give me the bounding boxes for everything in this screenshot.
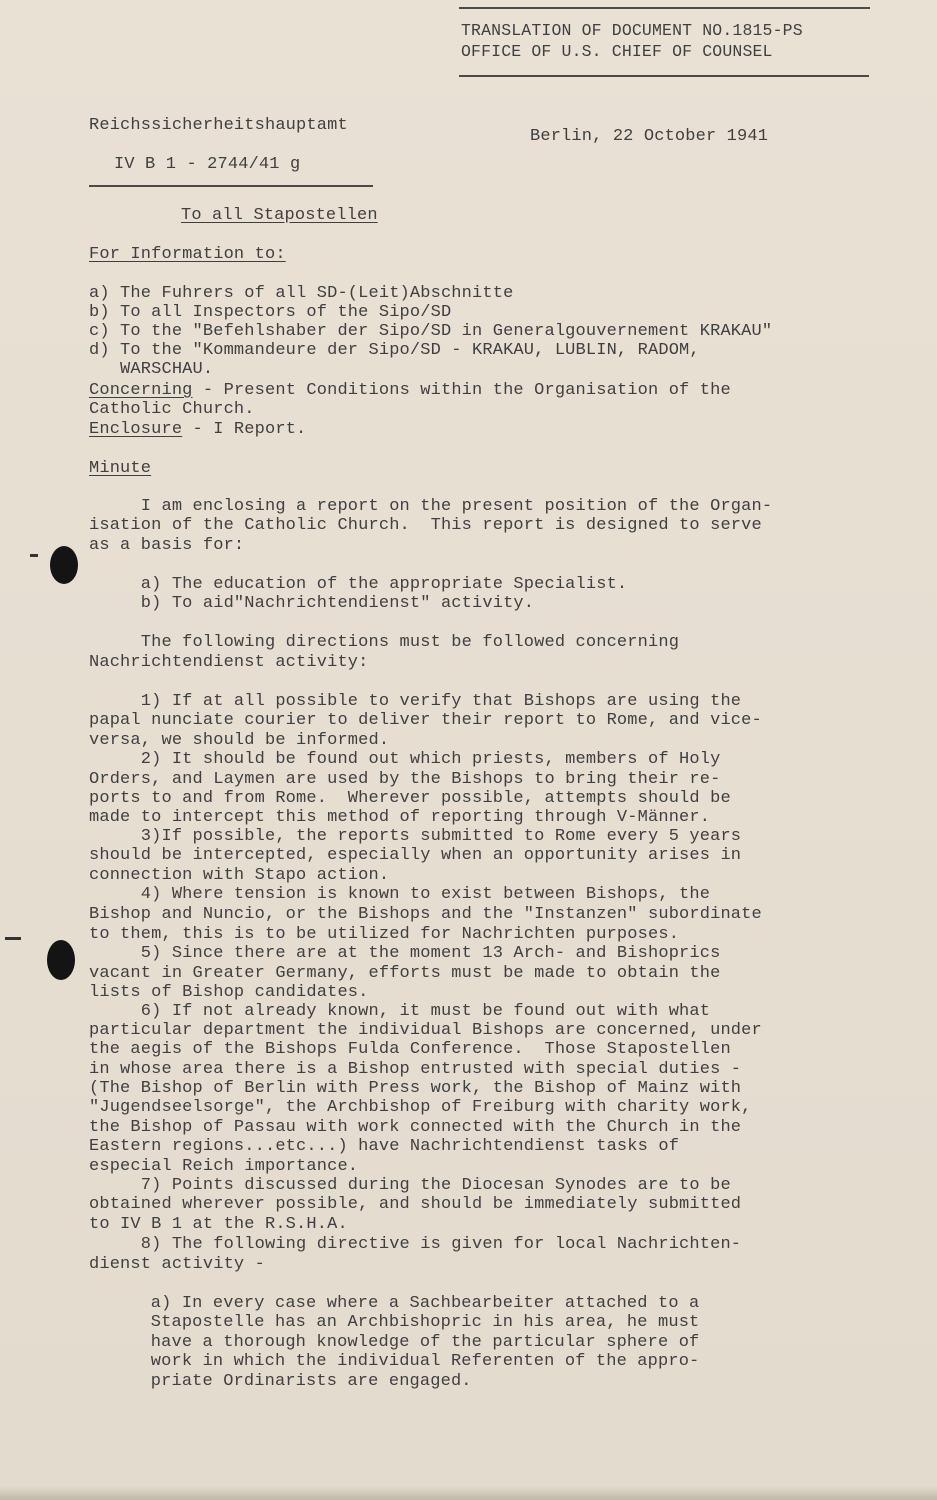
addressee: To all Stapostellen [181,206,378,225]
text-line: I am enclosing a report on the present position of the Organ- [89,497,773,516]
direction-line: 6) If not already known, it must be found out with what [89,1002,711,1021]
text-line: as a basis for: [89,536,245,555]
direction-line: Orders, and Laymen are used by the Bishops to bring their re- [89,770,721,789]
info-item: d) To the "Kommandeure der Sipo/SD - KRAKAU, LUBLIN, RADOM, [89,341,700,360]
enclosure-line [89,420,306,439]
sender-rule [89,185,373,187]
direction-line: the aegis of the Bishops Fulda Conference. Those Stapostellen [89,1040,731,1059]
direction-line: papal nunciate courier to deliver their report to Rome, and vice- [89,711,762,730]
direction-line: made to intercept this method of reporting through V-Männer. [89,808,711,827]
info-heading: For Information to: [89,245,286,264]
enclosure-label: Enclosure [89,420,183,439]
direction-line: in whose area there is a Bishop entrusted with special duties - [89,1060,742,1079]
translation-header-line-2: OFFICE OF U.S. CHIEF OF COUNSEL [461,42,773,61]
header-bottom-rule [459,75,869,77]
sub-directive-line: Stapostelle has an Archbishopric in his area, he must [99,1313,700,1332]
direction-line: the Bishop of Passau with work connected with the Church in the [89,1118,742,1137]
direction-line: should be intercepted, especially when an opportunity arises in [89,846,742,865]
enclosure-text: - I Report. [182,420,307,439]
sender-office: Reichssicherheitshauptamt [89,116,348,135]
direction-line: to them, this is to be utilized for Nachrichten purposes. [89,925,680,944]
direction-line: 3)If possible, the reports submitted to Rome every 5 years [89,827,742,846]
direction-line: Eastern regions...etc...) have Nachrichtendienst tasks of [89,1137,680,1156]
punch-mark [5,937,21,940]
place-date: Berlin, 22 October 1941 [530,127,769,146]
purpose-item: a) The education of the appropriate Specialist. [89,575,628,594]
purpose-item: b) To aid"Nachrichtendienst" activity. [89,594,535,613]
concerning-text: - Present Conditions within the Organisation of the [192,381,731,400]
direction-line: Bishop and Nuncio, or the Bishops and the "Instanzen" subordinate [89,905,762,924]
direction-line: vacant in Greater Germany, efforts must be made to obtain the [89,964,721,983]
direction-line: 4) Where tension is known to exist between Bishops, the [89,885,711,904]
info-item: c) To the "Befehlshaber der Sipo/SD in Generalgouvernement KRAKAU" [89,322,773,341]
direction-line: 2) It should be found out which priests, members of Holy [89,750,721,769]
text-line: isation of the Catholic Church. This report is designed to serve [89,516,762,535]
concerning-line [89,381,731,400]
header-top-rule [459,7,870,9]
sub-directive-line: a) In every case where a Sachbearbeiter attached to a [99,1294,700,1313]
punch-hole-top [50,546,78,584]
punch-mark [30,554,38,557]
info-item: a) The Fuhrers of all SD-(Leit)Abschnitte [89,284,514,303]
sub-directive-line: priate Ordinarists are engaged. [99,1372,472,1391]
punch-hole-bottom [47,940,75,980]
sub-directive-line: have a thorough knowledge of the particular sphere of [99,1333,700,1352]
concerning-continuation: Catholic Church. [89,400,255,419]
direction-line: 1) If at all possible to verify that Bishops are using the [89,692,742,711]
page-bottom-shadow [0,1486,937,1500]
direction-line: 5) Since there are at the moment 13 Arch- and Bishoprics [89,944,721,963]
reference-number: IV B 1 - 2744/41 g [114,155,301,174]
direction-line: to IV B 1 at the R.S.H.A. [89,1215,348,1234]
info-item: WARSCHAU. [89,360,214,379]
direction-line: 8) The following directive is given for local Nachrichten- [89,1235,742,1254]
direction-line: 7) Points discussed during the Diocesan Synodes are to be [89,1176,731,1195]
direction-line: (The Bishop of Berlin with Press work, the Bishop of Mainz with [89,1079,742,1098]
direction-line: particular department the individual Bishops are concerned, under [89,1021,762,1040]
info-item: b) To all Inspectors of the Sipo/SD [89,303,452,322]
direction-line: dienst activity - [89,1255,265,1274]
direction-line: connection with Stapo action. [89,866,390,885]
direction-line: "Jugendseelsorge", the Archbishop of Freiburg with charity work, [89,1098,752,1117]
translation-header-line-1: TRANSLATION OF DOCUMENT NO.1815-PS [461,21,803,40]
direction-line: especial Reich importance. [89,1157,359,1176]
text-line: The following directions must be followed concerning [89,633,680,652]
sub-directive-line: work in which the individual Referenten of the appro- [99,1352,700,1371]
text-line: Nachrichtendienst activity: [89,653,369,672]
minute-heading: Minute [89,459,152,478]
direction-line: lists of Bishop candidates. [89,983,369,1002]
direction-line: versa, we should be informed. [89,731,390,750]
direction-line: obtained wherever possible, and should be immediately submitted [89,1195,742,1214]
concerning-label: Concerning [89,381,193,400]
direction-line: ports to and from Rome. Wherever possible, attempts should be [89,789,731,808]
